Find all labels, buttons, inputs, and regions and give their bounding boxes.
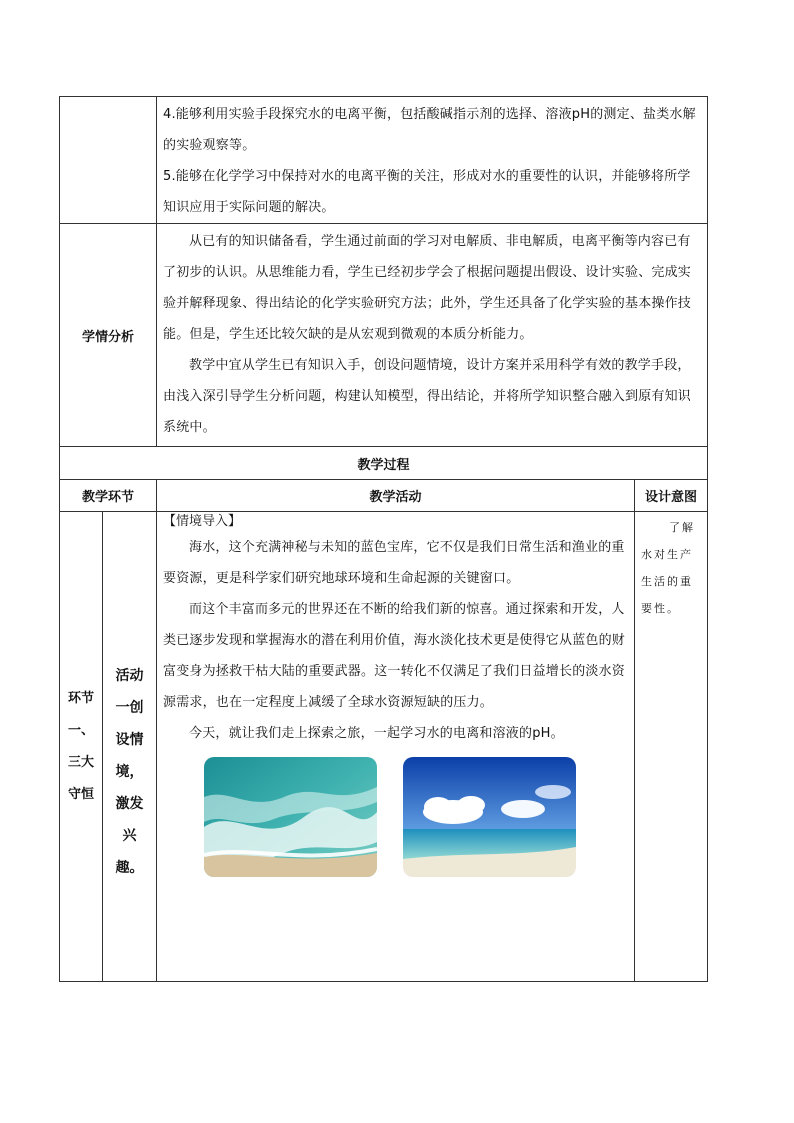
activity-content	[157, 512, 635, 982]
phase-label: 环节一、三大守恒	[60, 512, 103, 982]
sea-waves-photo	[204, 757, 377, 877]
beach-sky-photo	[403, 757, 576, 877]
header-intent: 设计意图	[635, 480, 708, 512]
process-header-row	[60, 480, 708, 512]
analysis-label: 学情分析	[60, 224, 157, 447]
photo-row	[157, 749, 634, 877]
analysis-paragraph: 从已有的知识储备看，学生通过前面的学习对电解质、非电解质，电离平衡等内容已有了初步的认识。从思维能力看，学生已经初步学会了根据问题提出假设、设计实验、完成实验并解释现象、得出结论的化学实验研究方法；此外，学生还具备了化学实验的基本操作技能。但是，学生还比较欠缺的是从宏观到微观的本质分析能力。	[163, 234, 692, 342]
activity-paragraph: 今天，就让我们走上探索之旅，一起学习水的电离和溶液的pH。	[189, 726, 564, 741]
analysis-row	[60, 224, 708, 447]
design-intent: 了解水对生产生活的重要性。	[635, 512, 708, 982]
phase-row	[60, 512, 708, 982]
process-title: 教学过程	[60, 447, 708, 480]
section-tag: 【情境导入】	[163, 514, 242, 529]
header-stage: 教学环节	[60, 480, 157, 512]
objective-item: 4.能够利用实验手段探究水的电离平衡，包括酸碱指示剂的选择、溶液pH的测定、盐类水解的实验观察等。	[163, 107, 696, 153]
analysis-paragraph: 教学中宜从学生已有知识入手，创设问题情境，设计方案并采用科学有效的教学手段，由浅入深引导学生分析问题，构建认知模型，得出结论，并将所学知识整合融入到原有知识系统中。	[163, 358, 692, 435]
objectives-cell	[157, 97, 708, 224]
lesson-table	[59, 96, 708, 982]
objectives-label-cell	[60, 97, 157, 224]
objective-item: 5.能够在化学学习中保持对水的电离平衡的关注，形成对水的重要性的认识，并能够将所学知识应用于实际问题的解决。	[163, 169, 691, 215]
process-title-row	[60, 447, 708, 480]
activity-paragraph: 而这个丰富而多元的世界还在不断的给我们新的惊喜。通过探索和开发，人类已逐步发现和掌握海水的潜在利用价值，海水淡化技术更是使得它从蓝色的财富变身为拯救干枯大陆的重要武器。这一转化不仅满足了我们日益增长的淡水资源需求，也在一定程度上减缓了全球水资源短缺的压力。	[163, 602, 626, 710]
lesson-plan	[59, 96, 707, 982]
activity-paragraph: 海水，这个充满神秘与未知的蓝色宝库，它不仅是我们日常生活和渔业的重要资源，更是科学家们研究地球环境和生命起源的关键窗口。	[163, 540, 625, 586]
activity-label: 活动一创设情境，激发兴趣。	[103, 512, 157, 982]
objectives-row	[60, 97, 708, 224]
analysis-cell	[157, 224, 708, 447]
header-activity: 教学活动	[157, 480, 635, 512]
